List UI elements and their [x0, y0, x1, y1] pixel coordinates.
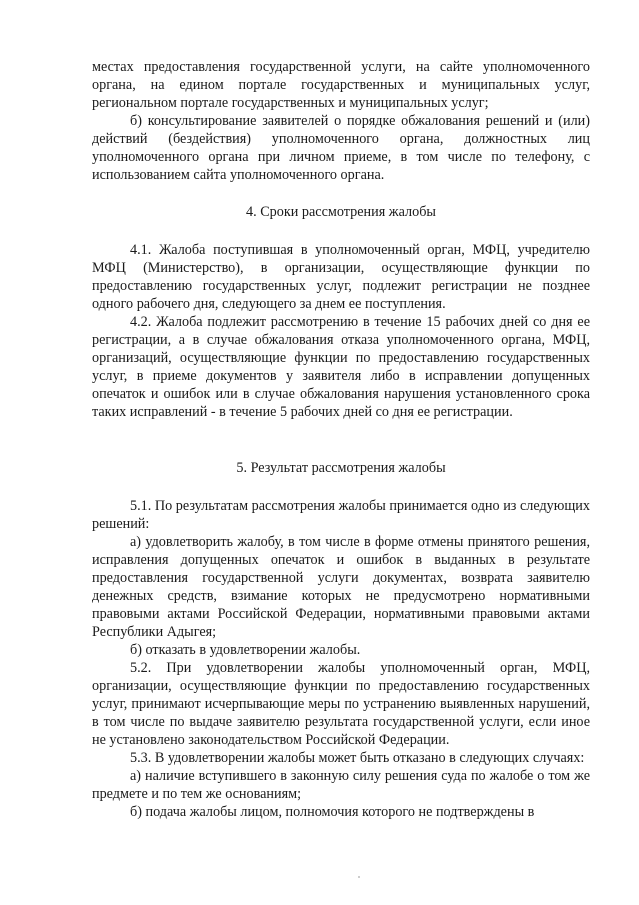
paragraph-5-3: 5.3. В удовлетворении жалобы может быть отказано в следующих случаях:	[130, 750, 585, 766]
paragraph-5-1-a: а) удовлетворить жалобу, в том числе в форме отмены принятого решения, исправления допущенных опечаток и ошибок в выданных в результате предоставления государственной услуги документах, возврата заявителю денежных средств, взимание которых не предусмотрено нормативными правовыми актами Российской Федерации, нормативными правовыми актами Республики Адыгея;	[92, 534, 590, 640]
paragraph-intro-1: местах предоставления государственной услуги, на сайте уполномоченного органа, на едином портале государственных и муниципальных услуг, региональном портале государственных и муниципальных услуг;	[92, 59, 590, 111]
paragraph-intro-2: б) консультирование заявителей о порядке обжалования решений и (или) действий (бездействия) уполномоченного органа, должностных лиц уполномоченного органа при личном приеме, в том числе по телефону, с использованием сайта уполномоченного органа.	[92, 113, 590, 183]
section-5-body	[92, 497, 590, 821]
section-5-heading: 5. Результат рассмотрения жалобы	[236, 460, 446, 476]
scan-speck	[358, 876, 360, 878]
paragraph-5-3-a: а) наличие вступившего в законную силу решения суда по жалобе о том же предмете и по тем же основаниям;	[92, 768, 590, 802]
section-4-heading-block	[92, 203, 590, 221]
paragraph-5-3-b: б) подача жалобы лицом, полномочия которого не подтверждены в	[130, 804, 535, 820]
section-5-heading-block	[92, 459, 590, 477]
paragraph-4-1: 4.1. Жалоба поступившая в уполномоченный орган, МФЦ, учредителю МФЦ (Министерство), в организации, осуществляющие функции по предоставлению государственных услуг, подлежит регистрации не позднее одного рабочего дня, следующего за днем ее поступления.	[92, 242, 590, 312]
section-4-body	[92, 241, 590, 421]
paragraph-4-2: 4.2. Жалоба подлежит рассмотрению в течение 15 рабочих дней со дня ее регистрации, а в случае обжалования отказа уполномоченного органа, МФЦ, организаций, осуществляющие функции по предоставлению государственных услуг, в приеме документов у заявителя либо в исправлении допущенных опечаток и ошибок или в случае обжалования нарушения установленного срока таких исправлений - в течение 5 рабочих дней со дня ее регистрации.	[92, 314, 590, 420]
paragraph-5-1-b: б) отказать в удовлетворении жалобы.	[130, 642, 361, 658]
intro-block	[92, 58, 590, 184]
section-4-heading: 4. Сроки рассмотрения жалобы	[246, 204, 436, 220]
paragraph-5-1: 5.1. По результатам рассмотрения жалобы принимается одно из следующих решений:	[92, 498, 590, 532]
paragraph-5-2: 5.2. При удовлетворении жалобы уполномоченный орган, МФЦ, организации, осуществляющие функции по предоставлению государственных услуг, принимают исчерпывающие меры по устранению выявленных нарушений, в том числе по выдаче заявителю результата государственной услуги, если иное не установлено законодательством Российской Федерации.	[92, 660, 590, 748]
